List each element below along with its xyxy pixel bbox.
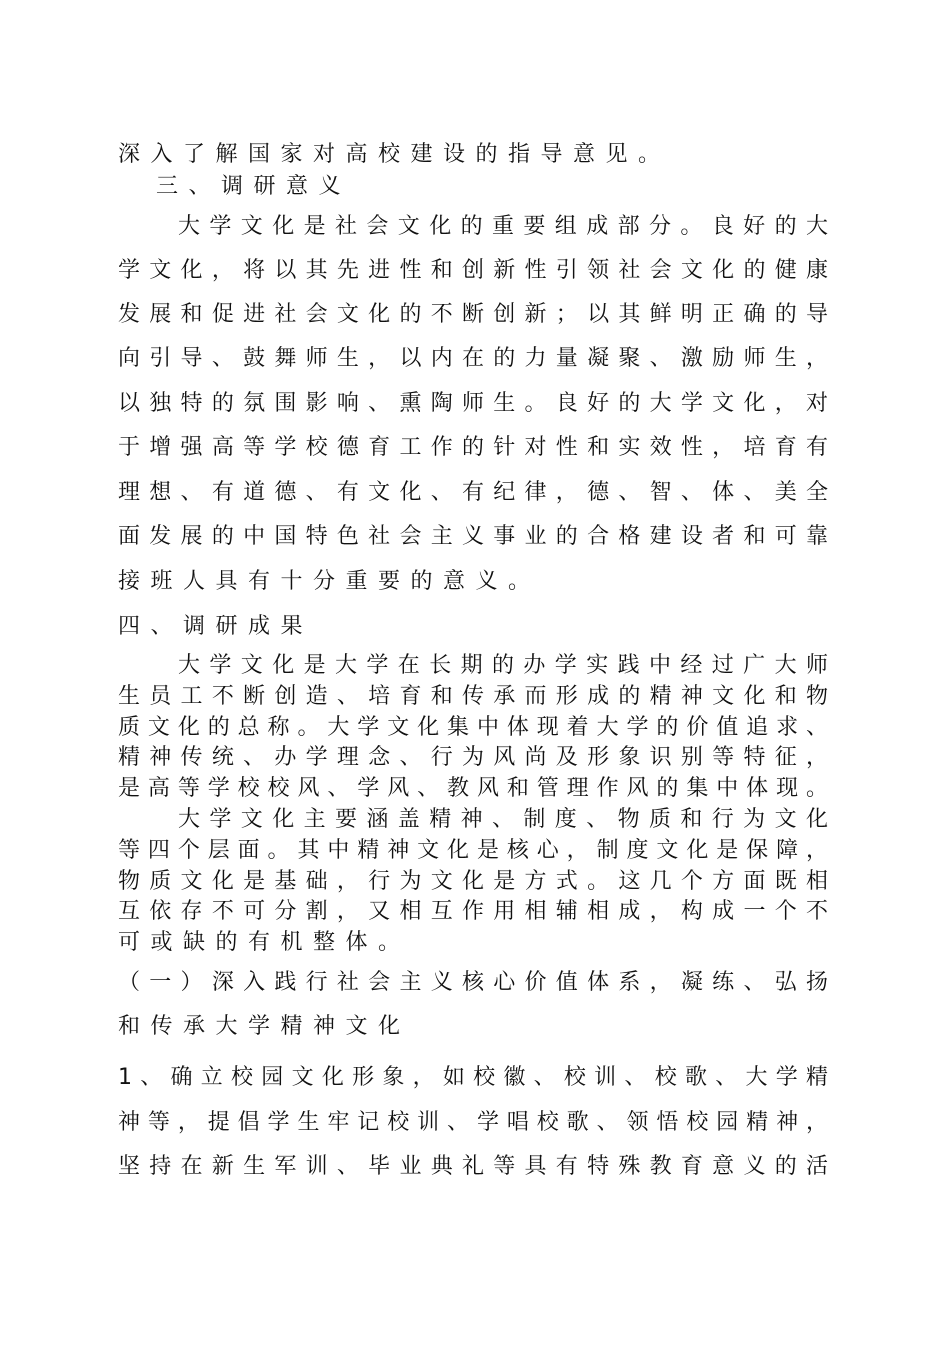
text-line: 等四个层面。其中精神文化是核心，制度文化是保障， — [118, 838, 828, 863]
section-heading: 三、调研意义 — [156, 174, 352, 199]
text-line: 神等，提倡学生牢记校训、学唱校歌、领悟校园精神， — [118, 1110, 828, 1135]
text-line: 坚持在新生军训、毕业典礼等具有特殊教育意义的活 — [118, 1154, 828, 1179]
text-line: 质文化的总称。大学文化集中体现着大学的价值追求、 — [118, 715, 828, 740]
text-line: 向引导、鼓舞师生，以内在的力量凝聚、激励师生， — [118, 346, 828, 371]
text-line: 精神传统、办学理念、行为风尚及形象识别等特征， — [118, 745, 828, 770]
text-line: 面发展的中国特色社会主义事业的合格建设者和可靠 — [118, 524, 828, 549]
text-line: 接班人具有十分重要的意义。 — [118, 569, 541, 594]
text-line: 物质文化是基础，行为文化是方式。这几个方面既相 — [118, 869, 828, 894]
text-line: 发展和促进社会文化的不断创新；以其鲜明正确的导 — [118, 302, 828, 327]
text-line: 大学文化主要涵盖精神、制度、物质和行为文化 — [178, 807, 828, 832]
text-line: 互依存不可分割，又相互作用相辅相成，构成一个不 — [118, 899, 828, 924]
text-line: 以独特的氛围影响、熏陶师生。良好的大学文化，对 — [118, 391, 828, 416]
text-line: 可或缺的有机整体。 — [118, 930, 411, 955]
subsection-heading: 和传承大学精神文化 — [118, 1014, 411, 1039]
text-line: 于增强高等学校德育工作的针对性和实效性，培育有 — [118, 435, 828, 460]
text-line: 深入了解国家对高校建设的指导意见。 — [118, 142, 671, 167]
text-line: 大学文化是大学在长期的办学实践中经过广大师 — [178, 653, 828, 678]
section-heading: 四、调研成果 — [118, 614, 314, 639]
text-line: 大学文化是社会文化的重要组成部分。良好的大 — [178, 214, 828, 239]
text-line: 是高等学校校风、学风、教风和管理作风的集中体现。 — [118, 776, 828, 801]
text-line: 1、确立校园文化形象，如校徽、校训、校歌、大学精 — [118, 1065, 828, 1090]
subsection-heading: （一）深入践行社会主义核心价值体系，凝练、弘扬 — [118, 970, 828, 995]
text-line: 理想、有道德、有文化、有纪律，德、智、体、美全 — [118, 480, 828, 505]
text-line: 学文化，将以其先进性和创新性引领社会文化的健康 — [118, 258, 828, 283]
text-line: 生员工不断创造、培育和传承而形成的精神文化和物 — [118, 684, 828, 709]
